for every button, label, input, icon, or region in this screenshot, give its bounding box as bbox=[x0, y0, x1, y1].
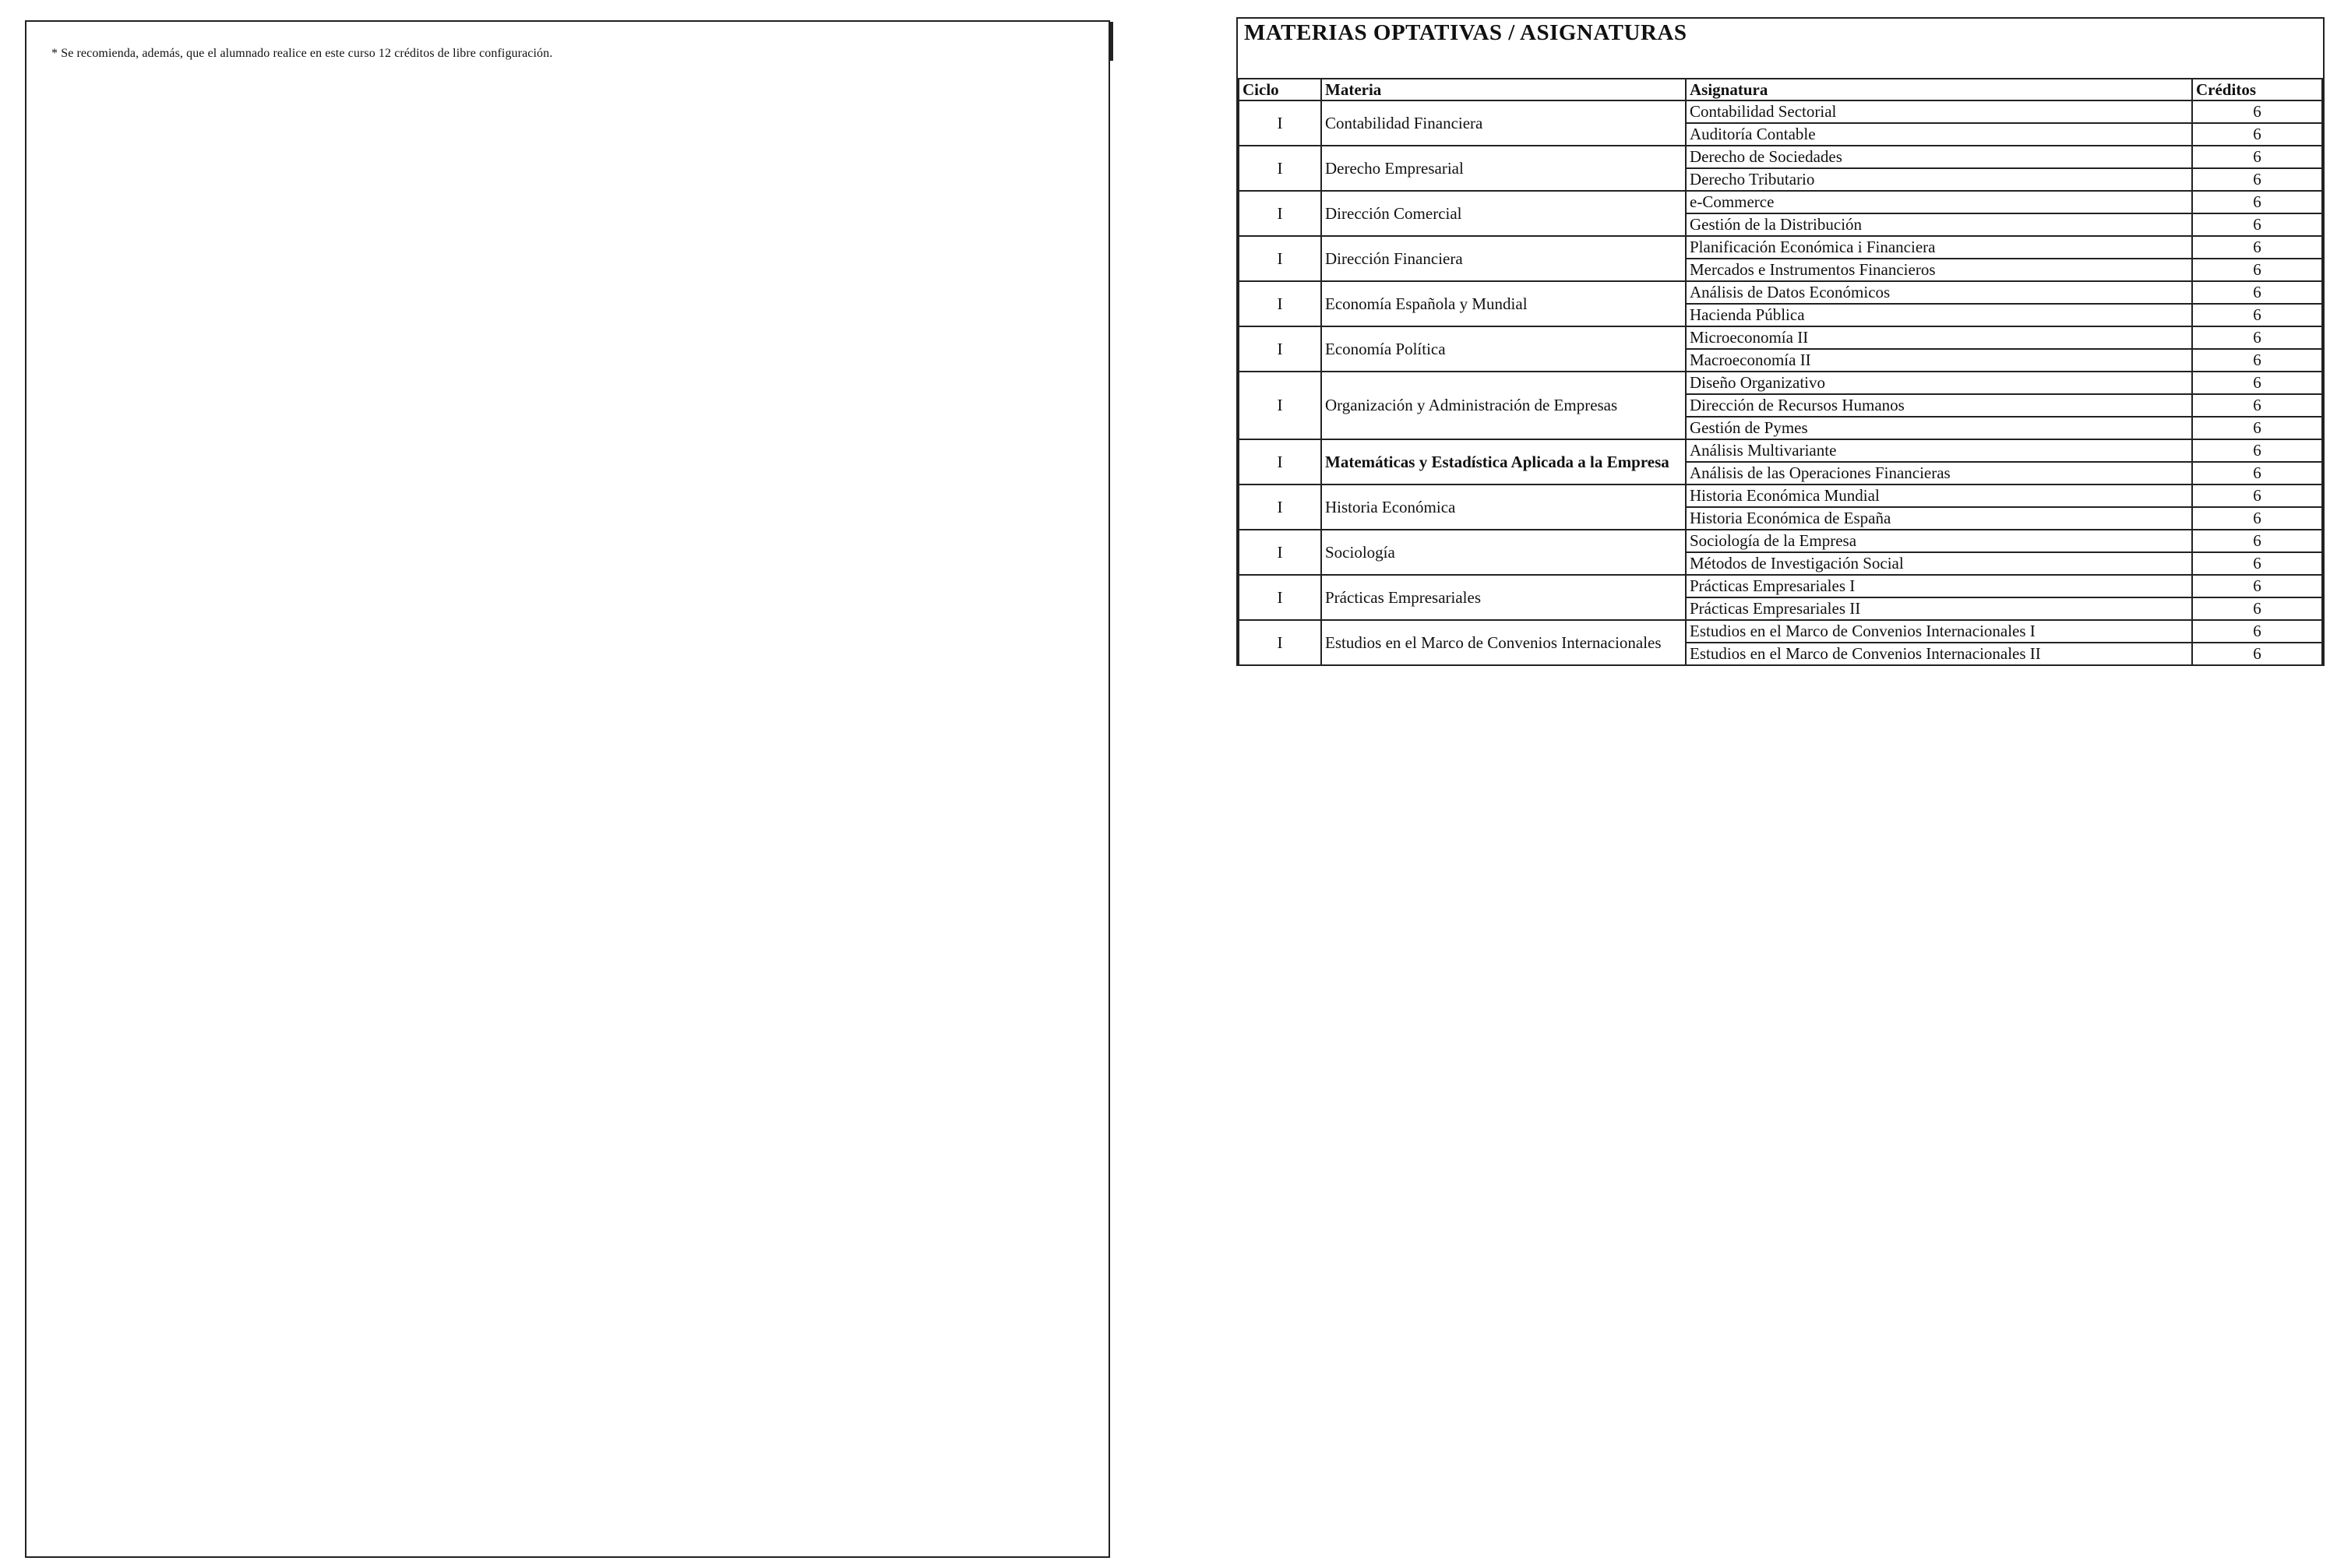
header-creditos: Créditos bbox=[2192, 79, 2322, 100]
table-row bbox=[1239, 236, 2322, 259]
creditos-cell: 6 bbox=[2192, 530, 2322, 552]
materia-cell: Dirección Comercial bbox=[1321, 191, 1686, 236]
header-ciclo: Ciclo bbox=[1239, 79, 1321, 100]
asignatura-cell: Estudios en el Marco de Convenios Internacionales II bbox=[1686, 643, 2192, 665]
course-table bbox=[1238, 78, 2323, 666]
creditos-cell: 6 bbox=[2192, 620, 2322, 643]
asignatura-cell: Derecho Tributario bbox=[1686, 168, 2192, 191]
materia-cell: Economía Política bbox=[1321, 326, 1686, 372]
creditos-cell: 6 bbox=[2192, 575, 2322, 597]
creditos-cell: 6 bbox=[2192, 168, 2322, 191]
creditos-cell: 6 bbox=[2192, 304, 2322, 326]
table-row bbox=[1239, 620, 2322, 643]
creditos-cell: 6 bbox=[2192, 643, 2322, 665]
creditos-cell: 6 bbox=[2192, 552, 2322, 575]
ciclo-cell: I bbox=[1239, 191, 1321, 236]
page-edge-mark bbox=[1110, 22, 1113, 61]
asignatura-cell: Dirección de Recursos Humanos bbox=[1686, 394, 2192, 417]
ciclo-cell: I bbox=[1239, 530, 1321, 575]
ciclo-cell: I bbox=[1239, 146, 1321, 191]
materia-cell: Derecho Empresarial bbox=[1321, 146, 1686, 191]
table-row bbox=[1239, 484, 2322, 507]
creditos-cell: 6 bbox=[2192, 123, 2322, 146]
table-row bbox=[1239, 439, 2322, 462]
asignatura-cell: Hacienda Pública bbox=[1686, 304, 2192, 326]
header-asignatura: Asignatura bbox=[1686, 79, 2192, 100]
table-row bbox=[1239, 100, 2322, 123]
header-materia: Materia bbox=[1321, 79, 1686, 100]
materia-cell: Contabilidad Financiera bbox=[1321, 100, 1686, 146]
asignatura-cell: Diseño Organizativo bbox=[1686, 372, 2192, 394]
materia-cell: Prácticas Empresariales bbox=[1321, 575, 1686, 620]
optional-subjects-table-block bbox=[1236, 17, 2325, 666]
creditos-cell: 6 bbox=[2192, 146, 2322, 168]
table-body bbox=[1239, 100, 2322, 665]
creditos-cell: 6 bbox=[2192, 191, 2322, 213]
ciclo-cell: I bbox=[1239, 281, 1321, 326]
table-row bbox=[1239, 146, 2322, 168]
materia-cell: Historia Económica bbox=[1321, 484, 1686, 530]
ciclo-cell: I bbox=[1239, 620, 1321, 665]
table-row bbox=[1239, 575, 2322, 597]
ciclo-cell: I bbox=[1239, 372, 1321, 439]
ciclo-cell: I bbox=[1239, 439, 1321, 484]
table-title: MATERIAS OPTATIVAS / ASIGNATURAS bbox=[1244, 20, 1687, 45]
asignatura-cell: Historia Económica Mundial bbox=[1686, 484, 2192, 507]
asignatura-cell: Contabilidad Sectorial bbox=[1686, 100, 2192, 123]
table-row bbox=[1239, 191, 2322, 213]
creditos-cell: 6 bbox=[2192, 597, 2322, 620]
table-header-row bbox=[1239, 79, 2322, 100]
asignatura-cell: Planificación Económica i Financiera bbox=[1686, 236, 2192, 259]
asignatura-cell: Análisis de Datos Económicos bbox=[1686, 281, 2192, 304]
creditos-cell: 6 bbox=[2192, 326, 2322, 349]
asignatura-cell: Historia Económica de España bbox=[1686, 507, 2192, 530]
creditos-cell: 6 bbox=[2192, 484, 2322, 507]
creditos-cell: 6 bbox=[2192, 281, 2322, 304]
table-row bbox=[1239, 530, 2322, 552]
asignatura-cell: Macroeconomía II bbox=[1686, 349, 2192, 372]
asignatura-cell: Mercados e Instrumentos Financieros bbox=[1686, 259, 2192, 281]
materia-cell: Matemáticas y Estadística Aplicada a la Empresa bbox=[1321, 439, 1686, 484]
asignatura-cell: Microeconomía II bbox=[1686, 326, 2192, 349]
left-page-frame bbox=[25, 20, 1110, 1558]
asignatura-cell: Estudios en el Marco de Convenios Internacionales I bbox=[1686, 620, 2192, 643]
creditos-cell: 6 bbox=[2192, 259, 2322, 281]
ciclo-cell: I bbox=[1239, 326, 1321, 372]
materia-cell: Economía Española y Mundial bbox=[1321, 281, 1686, 326]
table-row bbox=[1239, 372, 2322, 394]
creditos-cell: 6 bbox=[2192, 417, 2322, 439]
asignatura-cell: Gestión de Pymes bbox=[1686, 417, 2192, 439]
creditos-cell: 6 bbox=[2192, 213, 2322, 236]
table-row bbox=[1239, 281, 2322, 304]
materia-cell: Sociología bbox=[1321, 530, 1686, 575]
ciclo-cell: I bbox=[1239, 100, 1321, 146]
ciclo-cell: I bbox=[1239, 236, 1321, 281]
asignatura-cell: Gestión de la Distribución bbox=[1686, 213, 2192, 236]
creditos-cell: 6 bbox=[2192, 394, 2322, 417]
asignatura-cell: Análisis de las Operaciones Financieras bbox=[1686, 462, 2192, 484]
ciclo-cell: I bbox=[1239, 575, 1321, 620]
asignatura-cell: Derecho de Sociedades bbox=[1686, 146, 2192, 168]
creditos-cell: 6 bbox=[2192, 100, 2322, 123]
asignatura-cell: e-Commerce bbox=[1686, 191, 2192, 213]
asignatura-cell: Análisis Multivariante bbox=[1686, 439, 2192, 462]
asignatura-cell: Sociología de la Empresa bbox=[1686, 530, 2192, 552]
materia-cell: Estudios en el Marco de Convenios Internacionales bbox=[1321, 620, 1686, 665]
asignatura-cell: Auditoría Contable bbox=[1686, 123, 2192, 146]
ciclo-cell: I bbox=[1239, 484, 1321, 530]
asignatura-cell: Prácticas Empresariales II bbox=[1686, 597, 2192, 620]
asignatura-cell: Métodos de Investigación Social bbox=[1686, 552, 2192, 575]
creditos-cell: 6 bbox=[2192, 372, 2322, 394]
creditos-cell: 6 bbox=[2192, 439, 2322, 462]
materia-cell: Dirección Financiera bbox=[1321, 236, 1686, 281]
creditos-cell: 6 bbox=[2192, 236, 2322, 259]
materia-cell: Organización y Administración de Empresas bbox=[1321, 372, 1686, 439]
creditos-cell: 6 bbox=[2192, 462, 2322, 484]
creditos-cell: 6 bbox=[2192, 349, 2322, 372]
footnote-text: * Se recomienda, además, que el alumnado realice en este curso 12 créditos de libre configuración. bbox=[51, 47, 553, 60]
table-row bbox=[1239, 326, 2322, 349]
asignatura-cell: Prácticas Empresariales I bbox=[1686, 575, 2192, 597]
creditos-cell: 6 bbox=[2192, 507, 2322, 530]
